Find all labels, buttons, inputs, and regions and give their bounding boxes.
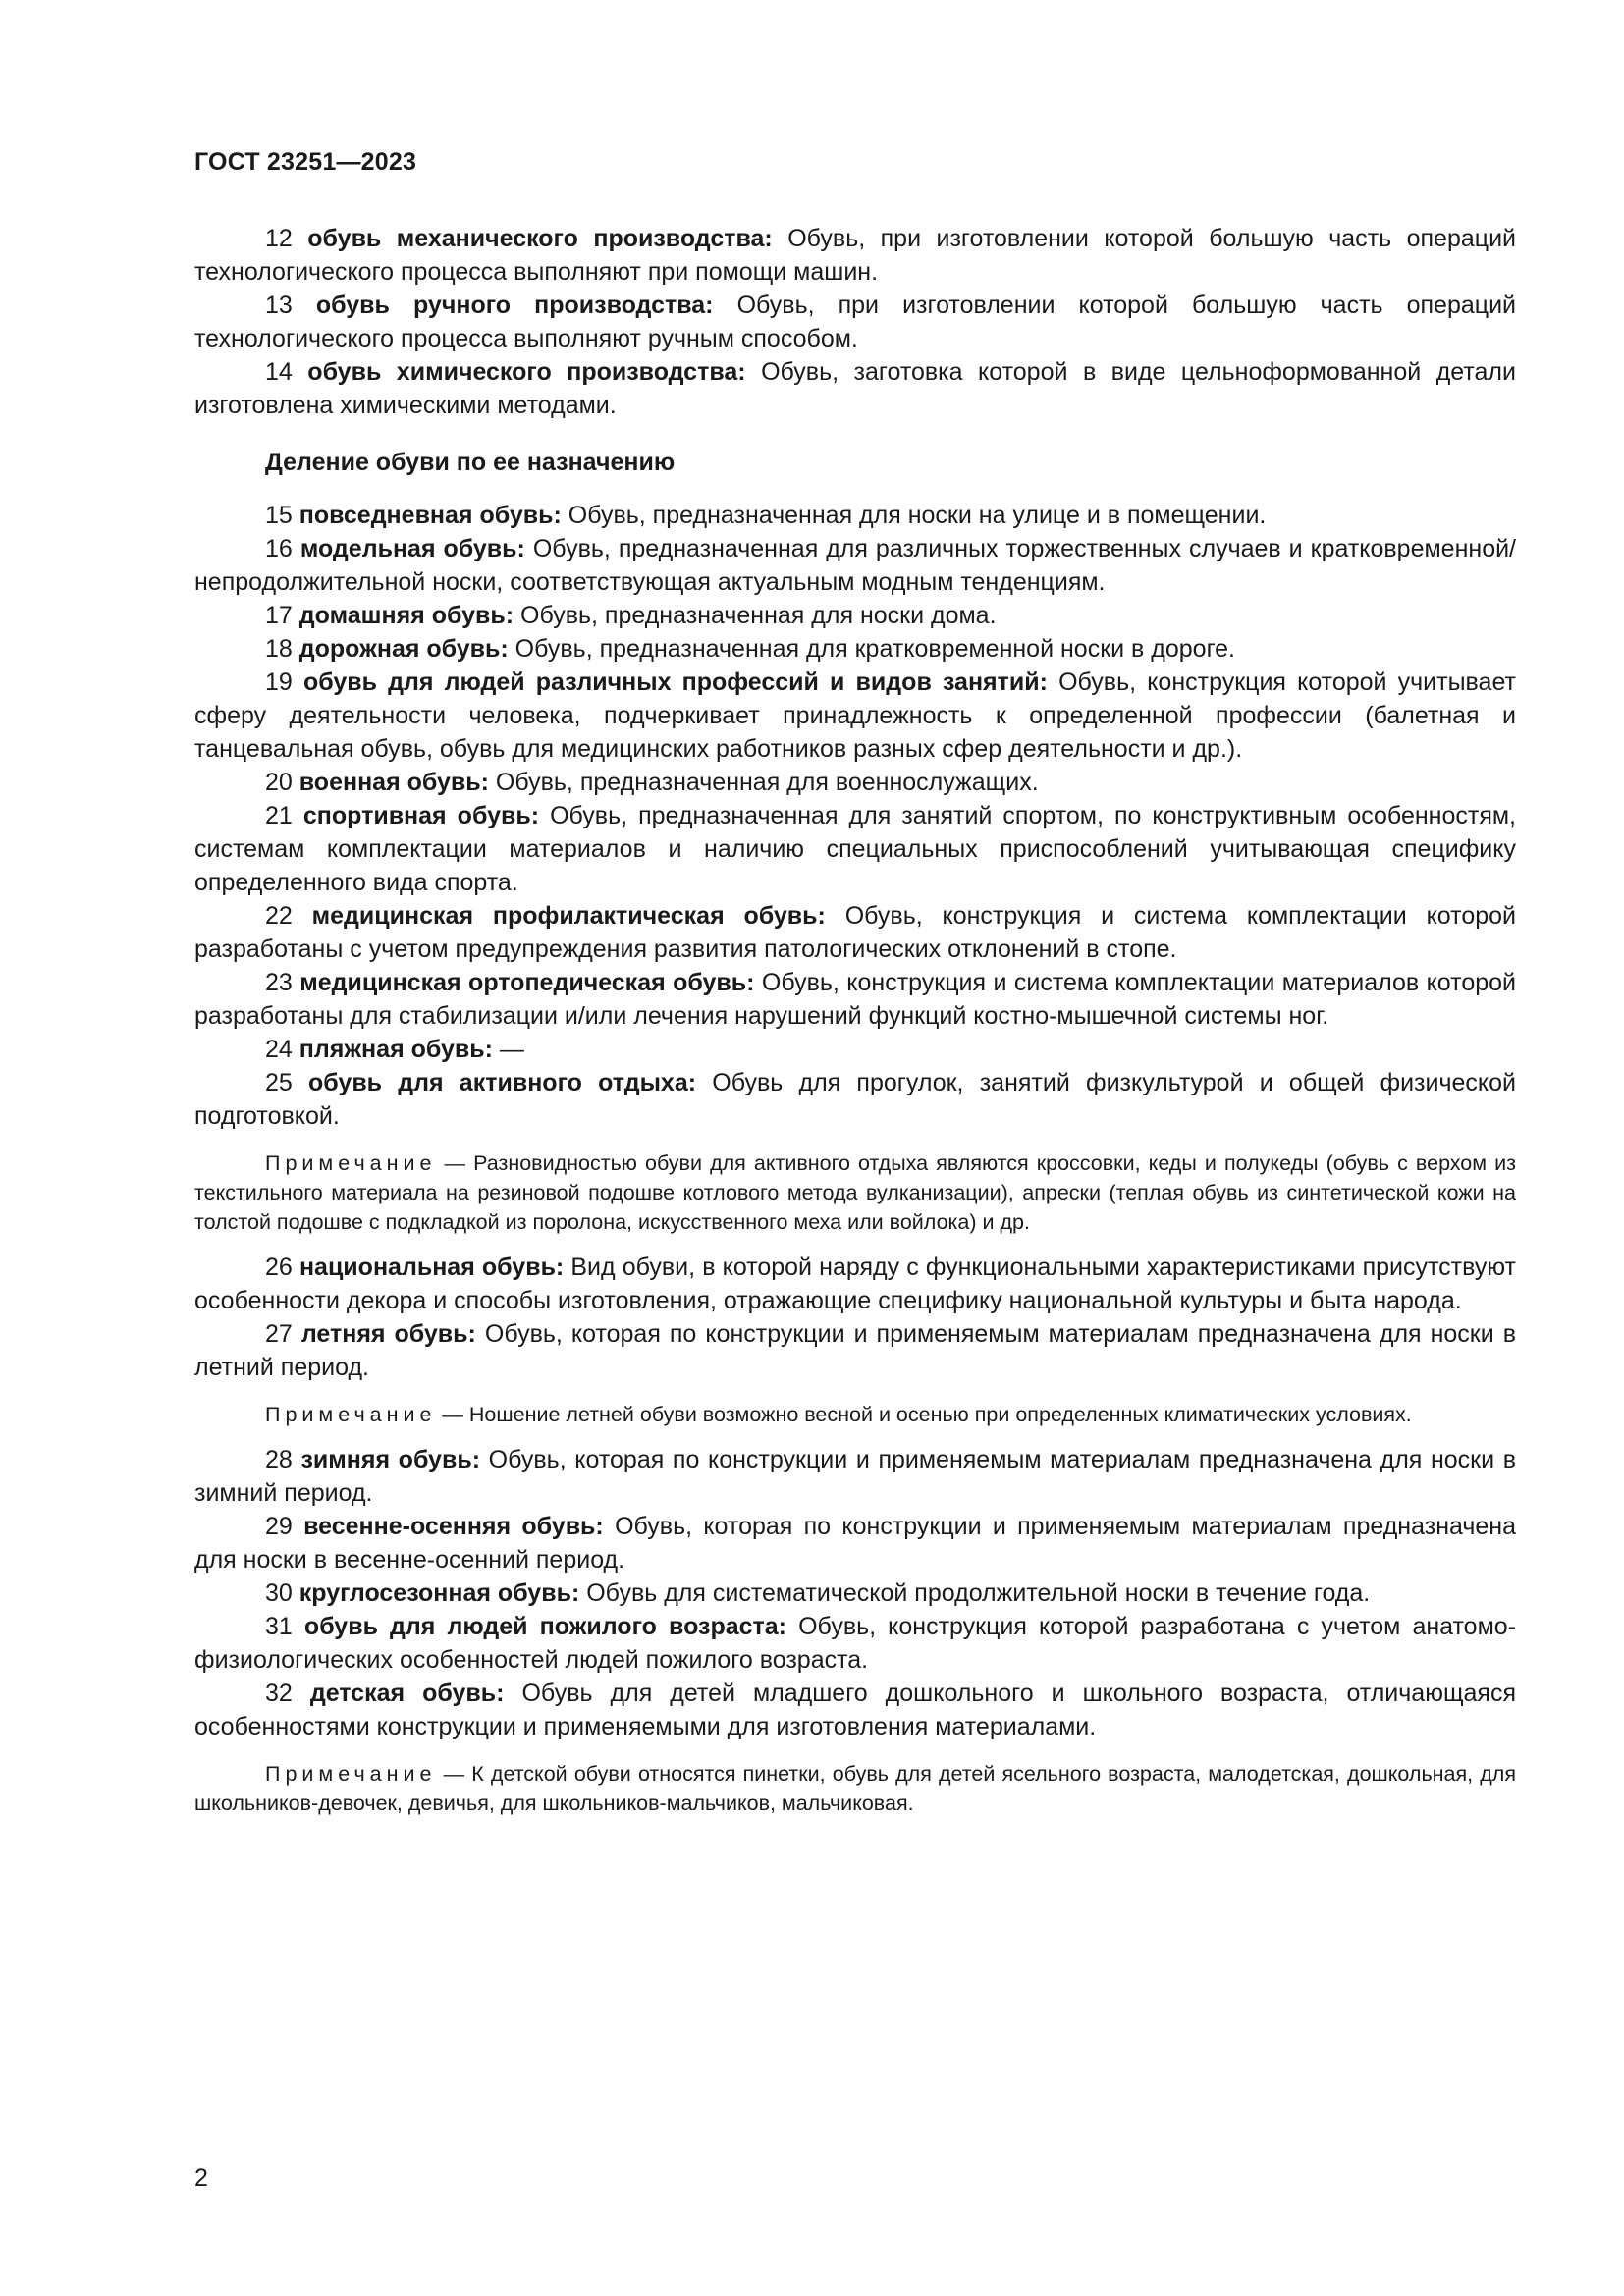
note-text: — Ношение летней обуви возможно весной и осенью при определенных климатических условиях. bbox=[436, 1403, 1412, 1426]
entry-definition: Обувь, которая по конструкции и применяемым материалам предназначена для носки в летний период. bbox=[194, 1320, 1516, 1381]
entry-number: 19 bbox=[265, 668, 293, 696]
entry-term: весенне-осенняя обувь: bbox=[303, 1513, 604, 1540]
entry-number: 28 bbox=[265, 1446, 293, 1473]
entry-number: 22 bbox=[265, 902, 293, 930]
entry-number: 16 bbox=[265, 535, 293, 562]
entry-definition: Обувь, конструкция и система комплектации которой разработаны с учетом предупреждения развития патологических отклонений в стопе. bbox=[194, 902, 1516, 963]
document-header: ГОСТ 23251—2023 bbox=[194, 148, 417, 176]
document-body bbox=[194, 222, 1516, 1832]
entry-term: дорожная обувь: bbox=[298, 635, 509, 663]
entry-definition: Обувь, конструкция и система комплектации материалов которой разработаны для стабилизации и/или лечения нарушений функций костно-мышечной системы ног. bbox=[194, 969, 1516, 1030]
term-entry bbox=[194, 799, 1516, 899]
entry-definition: Обувь, при изготовлении которой большую часть операций технологического процесса выполняют ручным способом. bbox=[194, 292, 1517, 352]
entry-term: обувь для людей пожилого возраста: bbox=[303, 1613, 786, 1640]
term-entry bbox=[194, 766, 1516, 799]
entry-number: 20 bbox=[265, 769, 293, 796]
entry-number: 21 bbox=[265, 802, 293, 829]
term-entry bbox=[194, 1677, 1516, 1743]
entry-definition: Обувь для детей младшего дошкольного и школьного возраста, отличающаяся особенностями конструкции и применяемыми для изготовления материалами. bbox=[194, 1680, 1516, 1740]
term-entry bbox=[194, 1251, 1516, 1317]
entry-term: медицинская ортопедическая обувь: bbox=[299, 969, 755, 996]
entry-number: 25 bbox=[265, 1069, 293, 1096]
entry-number: 27 bbox=[265, 1320, 293, 1348]
entry-definition: Вид обуви, в которой наряду с функциональными характеристиками присутствуют особенности декора и способы изготовления, отражающие специфику национальной культуры и быта народа. bbox=[194, 1254, 1516, 1314]
entry-definition: Обувь, предназначенная для занятий спортом, по конструктивным особенностям, системам комплектации материалов и наличию специальных приспособлений учитывающая специфику определенного вида спорта. bbox=[194, 802, 1517, 896]
section-heading: Деление обуви по ее назначению bbox=[265, 449, 676, 476]
entry-number: 23 bbox=[265, 969, 293, 996]
entry-number: 15 bbox=[265, 502, 293, 529]
term-entry bbox=[194, 899, 1516, 966]
entry-definition: Обувь, предназначенная для кратковременной носки в дороге. bbox=[508, 635, 1235, 663]
entry-term: обувь ручного производства: bbox=[315, 292, 714, 319]
entry-term: детская обувь: bbox=[309, 1680, 505, 1707]
entry-definition: Обувь, которая по конструкции и применяемым материалам предназначена для носки в весенне-осенний период. bbox=[194, 1513, 1516, 1574]
entry-number: 31 bbox=[265, 1613, 293, 1640]
entry-term: модельная обувь: bbox=[299, 535, 525, 562]
entry-number: 17 bbox=[265, 602, 293, 629]
entry-definition: Обувь, при изготовлении которой большую часть операций технологического процесса выполняют при помощи машин. bbox=[194, 225, 1517, 286]
entry-term: зимняя обувь: bbox=[300, 1446, 481, 1473]
term-entry bbox=[194, 1610, 1516, 1677]
term-entry bbox=[194, 222, 1516, 289]
entry-definition: — bbox=[492, 1036, 524, 1063]
entry-term: военная обувь: bbox=[298, 769, 489, 796]
entry-term: пляжная обувь: bbox=[298, 1036, 493, 1063]
term-entry bbox=[194, 1066, 1516, 1133]
term-entry bbox=[194, 499, 1516, 532]
term-entry bbox=[194, 1033, 1516, 1066]
entry-definition: Обувь, предназначенная для носки на улице и в помещении. bbox=[561, 502, 1267, 529]
entry-definition: Обувь, конструкция которой учитывает сферу деятельности человека, подчеркивает принадлежность к определенной профессии (балетная и танцевальная обувь, обувь для медицинских работников разных сфер деятельности и др.). bbox=[194, 668, 1516, 763]
entry-number: 26 bbox=[265, 1254, 293, 1281]
term-entry bbox=[194, 632, 1516, 666]
entry-number: 29 bbox=[265, 1513, 293, 1540]
entry-definition: Обувь, заготовка которой в виде цельноформованной детали изготовлена химическими методами. bbox=[194, 358, 1516, 419]
term-entry bbox=[194, 666, 1516, 766]
entry-number: 30 bbox=[265, 1579, 293, 1607]
term-entry bbox=[194, 532, 1516, 599]
entry-term: обувь механического производства: bbox=[307, 225, 773, 252]
note-label: Примечание bbox=[265, 1151, 437, 1175]
term-entry bbox=[194, 355, 1516, 422]
term-entry bbox=[194, 966, 1516, 1033]
note-label: Примечание bbox=[265, 1762, 437, 1786]
note-paragraph bbox=[194, 1759, 1516, 1818]
entry-definition: Обувь для систематической продолжительной носки в течение года. bbox=[579, 1579, 1371, 1607]
entry-term: повседневная обувь: bbox=[298, 502, 562, 529]
entry-term: национальная обувь: bbox=[298, 1254, 565, 1281]
entry-term: домашняя обувь: bbox=[298, 602, 514, 629]
entry-definition: Обувь, предназначенная для различных торжественных случаев и кратковременной/непродолжительной носки, соответствующая актуальным модным тенденциям. bbox=[194, 535, 1517, 596]
entry-definition: Обувь для прогулок, занятий физкультурой и общей физической подготовкой. bbox=[194, 1069, 1516, 1130]
entry-term: круглосезонная обувь: bbox=[298, 1579, 580, 1607]
term-entry bbox=[194, 599, 1516, 632]
entry-definition: Обувь, предназначенная для носки дома. bbox=[514, 602, 997, 629]
note-paragraph bbox=[194, 1400, 1516, 1429]
entry-number: 24 bbox=[265, 1036, 293, 1063]
page-number: 2 bbox=[194, 2164, 208, 2192]
entry-term: обувь химического производства: bbox=[307, 358, 746, 386]
note-text: — К детской обуви относятся пинетки, обувь для детей ясельного возраста, малодетская, дошкольная, для школьников-девочек, девичья, для школьников-мальчиков, мальчиковая. bbox=[194, 1762, 1516, 1815]
note-text: — Разновидностью обуви для активного отдыха являются кроссовки, кеды и полукеды (обувь с верхом из текстильного материала на резиновой подошве котлового метода вулканизации), апрески (теплая обувь из синтетической кожи на толстой подошве с подкладкой из поролона, искусственного меха или войлока) и др. bbox=[194, 1151, 1516, 1234]
entry-definition: Обувь, конструкция которой разработана с учетом анатомо-физиологических особенностей людей пожилого возраста. bbox=[194, 1613, 1516, 1674]
entry-term: медицинская профилактическая обувь: bbox=[311, 902, 826, 930]
term-entry bbox=[194, 289, 1516, 355]
term-entry bbox=[194, 1317, 1516, 1384]
term-entry bbox=[194, 1443, 1516, 1510]
entry-number: 13 bbox=[265, 292, 293, 319]
entry-definition: Обувь, предназначенная для военнослужащих. bbox=[488, 769, 1039, 796]
note-paragraph bbox=[194, 1148, 1516, 1237]
entry-term: летняя обувь: bbox=[300, 1320, 476, 1348]
entry-term: обувь для активного отдыха: bbox=[308, 1069, 697, 1096]
entry-number: 32 bbox=[265, 1680, 293, 1707]
entry-number: 18 bbox=[265, 635, 293, 663]
entry-term: спортивная обувь: bbox=[302, 802, 540, 829]
term-entry bbox=[194, 1510, 1516, 1576]
entry-number: 12 bbox=[265, 225, 293, 252]
entry-number: 14 bbox=[265, 358, 293, 386]
term-entry bbox=[194, 1576, 1516, 1610]
entry-definition: Обувь, которая по конструкции и применяемым материалам предназначена для носки в зимний период. bbox=[194, 1446, 1517, 1507]
entry-term: обувь для людей различных профессий и видов занятий: bbox=[302, 668, 1048, 696]
note-label: Примечание bbox=[265, 1403, 437, 1426]
